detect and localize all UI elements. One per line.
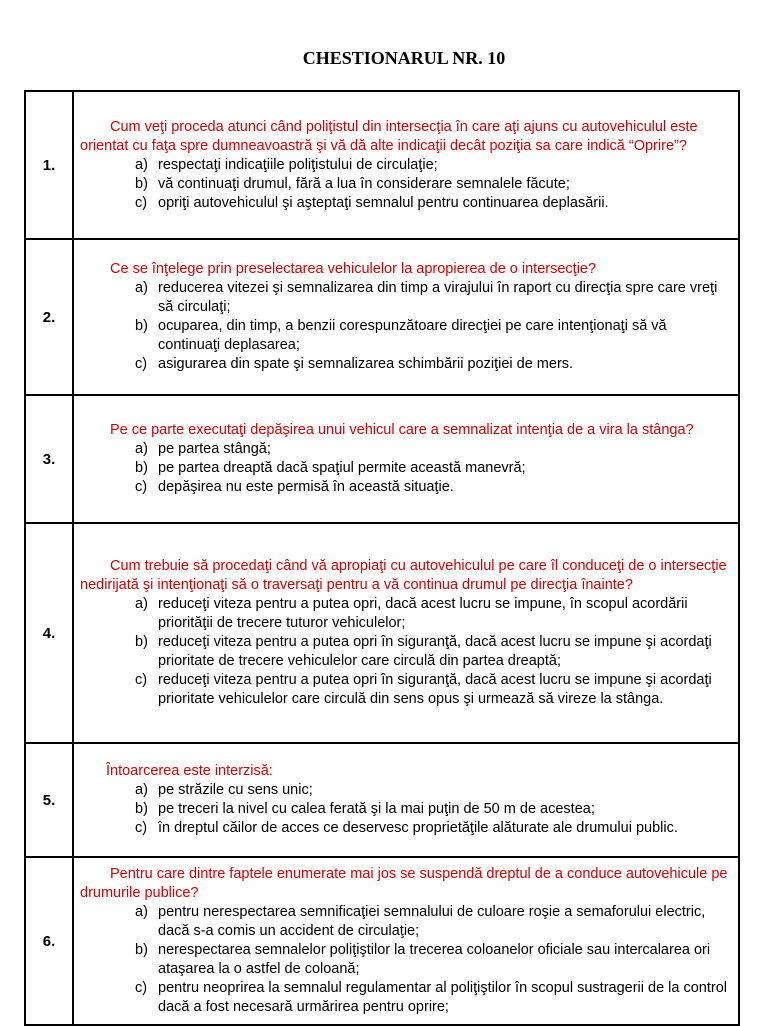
answer-list <box>80 595 732 709</box>
question-row <box>25 743 739 857</box>
question-body <box>73 91 739 239</box>
answer-option <box>80 979 732 1017</box>
answer-option <box>80 355 732 374</box>
answer-option <box>80 941 732 979</box>
answer-text: pe partea stângă; <box>158 441 271 457</box>
answer-option <box>80 478 732 497</box>
answer-letter: c) <box>135 194 148 211</box>
answer-text: reducerea vitezei şi semnalizarea din timp a virajului în raport cu direcţia spre care vreţi să circulaţi; <box>158 280 718 315</box>
question-row <box>25 523 739 743</box>
answer-text: opriţi autovehiculul şi aşteptaţi semnalul pentru continuarea deplasării. <box>158 194 609 211</box>
answer-letter: b) <box>135 942 148 958</box>
answer-list <box>80 903 732 1017</box>
question-row <box>25 91 739 239</box>
question-text: Ce se înţelege prin preselectarea vehiculelor la apropierea de o intersecţie? <box>110 261 597 277</box>
answer-letter: b) <box>135 318 148 334</box>
question-number: 2. <box>25 239 73 395</box>
answer-option <box>80 781 732 800</box>
answer-option <box>80 317 732 355</box>
answer-text: pentru nerespectarea semnificaţiei semnalului de culoare roşie a semaforului electric, dacă s-a comis un accident de circulaţie; <box>158 904 706 939</box>
question-number: 6. <box>25 857 73 1025</box>
answer-list <box>80 156 732 213</box>
answer-letter: c) <box>135 672 148 688</box>
question-number: 5. <box>25 743 73 857</box>
answer-text: pe treceri la nivel cu calea ferată şi la mai puţin de 50 m de acestea; <box>158 801 595 817</box>
answer-letter: a) <box>135 441 148 457</box>
answer-option <box>80 903 732 941</box>
question-number: 1. <box>25 91 73 239</box>
answer-letter: a) <box>135 782 148 798</box>
answer-option <box>80 459 732 478</box>
answer-text: vă continuaţi drumul, fără a lua în considerare semnalele făcute; <box>158 175 570 192</box>
answer-letter: a) <box>135 280 148 296</box>
question-body <box>73 743 739 857</box>
answer-option <box>80 279 732 317</box>
answer-text: asigurarea din spate şi semnalizarea schimbării poziţiei de mers. <box>158 356 574 372</box>
questions-table <box>24 90 740 1026</box>
answer-letter: b) <box>135 460 148 476</box>
question-body <box>73 239 739 395</box>
question-text: Pe ce parte executaţi depăşirea unui vehicul care a semnalizat intenţia de a vira la stânga? <box>110 422 694 438</box>
answer-text: pe străzile cu sens unic; <box>158 782 313 798</box>
answer-text: respectaţi indicaţiile poliţistului de circulaţie; <box>158 156 438 173</box>
answer-text: reduceţi viteza pentru a putea opri în siguranţă, dacă acest lucru se impune şi acordaţi prioritate de trecere vehiculelor care circulă din partea dreaptă; <box>158 634 712 669</box>
answer-text: ocuparea, din timp, a benzii corespunzătoare direcţiei pe care intenţionaţi să vă continuaţi deplasarea; <box>158 318 667 353</box>
answer-option <box>80 671 732 709</box>
answer-option <box>80 800 732 819</box>
answer-list <box>80 440 732 497</box>
answer-letter: c) <box>135 980 148 996</box>
answer-text: nerespectarea semnalelor poliţiştilor la trecerea coloanelor oficiale sau intercalarea ori ataşarea la o astfel de coloană; <box>158 942 711 977</box>
answer-list <box>80 279 732 374</box>
answer-text: pentru neoprirea la semnalul regulamentar al poliţiştilor în scopul sustragerii de la control dacă a fost necesară urmărirea pentru oprire; <box>158 980 728 1015</box>
question-number: 3. <box>25 395 73 523</box>
answer-list <box>80 781 732 838</box>
answer-letter: c) <box>135 479 148 495</box>
answer-text: depăşirea nu este permisă în această situaţie. <box>158 479 454 495</box>
question-text: Întoarcerea este interzisă: <box>106 763 273 779</box>
answer-option <box>80 595 732 633</box>
answer-letter: b) <box>135 801 148 817</box>
question-body <box>73 857 739 1025</box>
question-text: Cum trebuie să procedaţi când vă apropiaţi cu autovehiculul pe care îl conduceţi de o intersecţie nedirijată şi intenţionaţi să o traversaţi pentru a vă continua drumul pe direcţia înainte? <box>80 558 727 593</box>
answer-letter: c) <box>135 356 148 372</box>
page-title: CHESTIONARUL NR. 10 <box>302 48 506 68</box>
question-number: 4. <box>25 523 73 743</box>
question-row <box>25 857 739 1025</box>
answer-letter: b) <box>135 634 148 650</box>
answer-letter: a) <box>135 596 148 612</box>
answer-text: în dreptul căilor de acces ce deservesc proprietăţile alăturate ale drumului public. <box>158 820 678 836</box>
question-body <box>73 523 739 743</box>
answer-letter: a) <box>135 156 148 173</box>
answer-option <box>80 194 732 213</box>
question-body <box>73 395 739 523</box>
answer-option <box>80 819 732 838</box>
answer-option <box>80 440 732 459</box>
answer-option <box>80 175 732 194</box>
answer-text: reduceţi viteza pentru a putea opri, dacă acest lucru se impune, în scopul acordării priorităţii de trecere tuturor vehiculelor; <box>158 596 688 631</box>
question-text: Cum veţi proceda atunci când poliţistul din intersecţia în care aţi ajuns cu autovehiculul este orientat cu faţa spre dumneavoastră şi vă dă alte indicaţii decât poziţia sa care indică “Oprire”? <box>80 118 698 154</box>
answer-option <box>80 633 732 671</box>
answer-text: pe partea dreaptă dacă spaţiul permite această manevră; <box>158 460 526 476</box>
answer-text: reduceţi viteza pentru a putea opri în siguranţă, dacă acest lucru se impune şi acordaţi prioritate vehiculelor care circulă din sens opus şi urmează să vireze la stânga. <box>158 672 712 707</box>
answer-option <box>80 156 732 175</box>
answer-letter: b) <box>135 175 148 192</box>
question-text: Pentru care dintre faptele enumerate mai jos se suspendă dreptul de a conduce autovehicule pe drumurile publice? <box>80 866 728 901</box>
question-row <box>25 395 739 523</box>
answer-letter: c) <box>135 820 148 836</box>
question-row <box>25 239 739 395</box>
answer-letter: a) <box>135 904 148 920</box>
